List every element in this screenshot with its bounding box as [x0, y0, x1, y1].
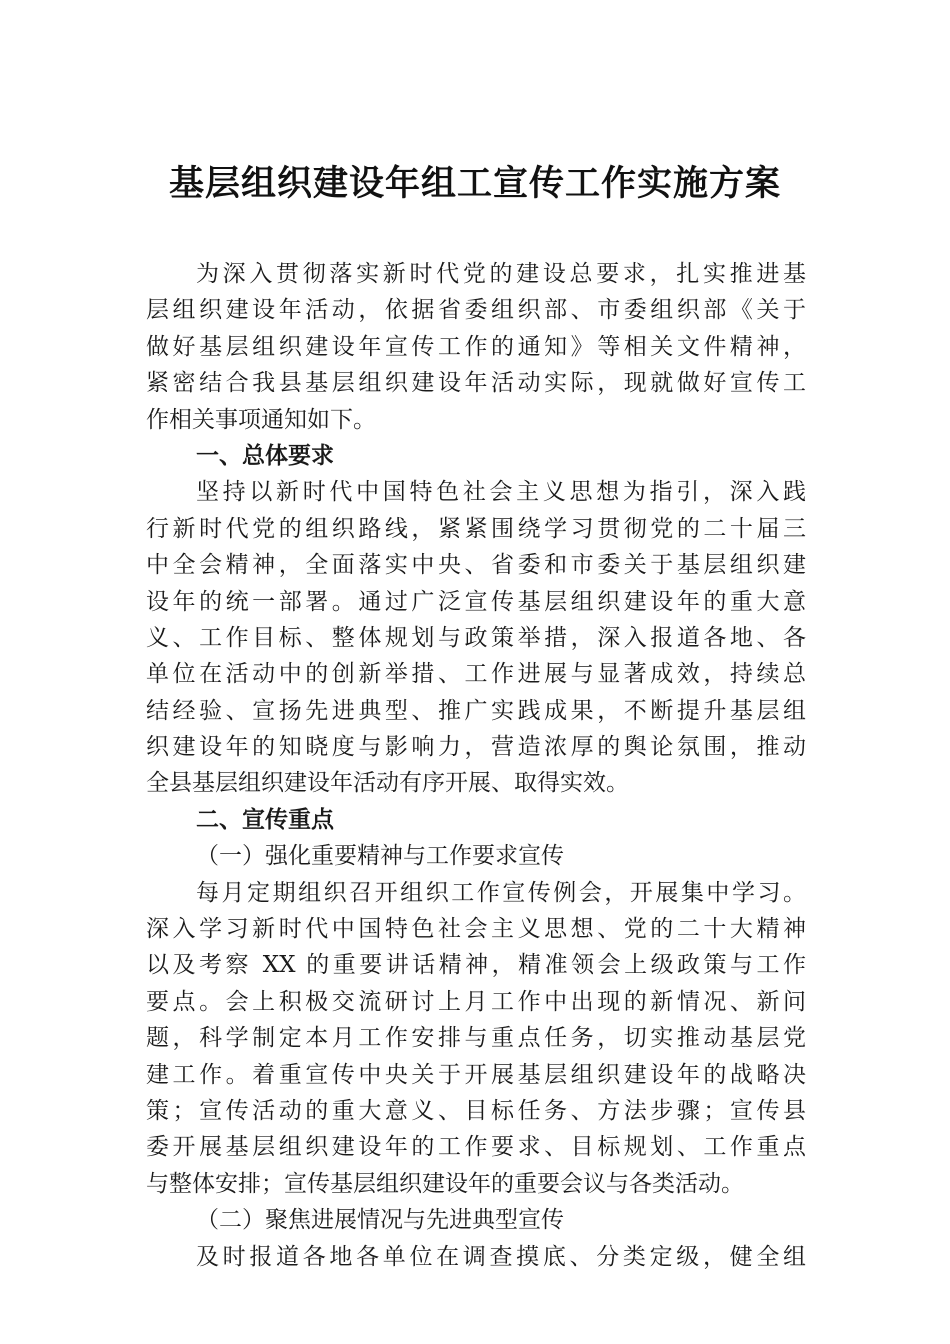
- subsection-1-paragraph-line: 每月定期组织召开组织工作宣传例会，开展集中学习。: [196, 879, 806, 906]
- requirements-paragraph-line: 单位在活动中的创新举措、工作进展与显著成效，持续总: [146, 661, 806, 688]
- requirements-paragraph-line: 结经验、宣扬先进典型、推广实践成果，不断提升基层组: [146, 697, 806, 724]
- subsection-heading-1: （一）强化重要精神与工作要求宣传: [196, 843, 564, 870]
- subsection-1-paragraph-line: 以及考察 XX 的重要讲话精神，精准领会上级政策与工作: [146, 952, 806, 979]
- intro-paragraph-line: 作相关事项通知如下。: [146, 406, 376, 433]
- intro-paragraph-line: 层组织建设年活动，依据省委组织部、市委组织部《关于: [146, 297, 806, 324]
- subsection-2-paragraph-line: 及时报道各地各单位在调查摸底、分类定级，健全组: [196, 1243, 806, 1270]
- requirements-paragraph-line: 全县基层组织建设年活动有序开展、取得实效。: [146, 770, 629, 797]
- subsection-1-paragraph-line: 与整体安排；宣传基层组织建设年的重要会议与各类活动。: [146, 1170, 744, 1197]
- section-heading-publicity-focus: 二、宣传重点: [196, 806, 334, 833]
- intro-paragraph-line: 做好基层组织建设年宣传工作的通知》等相关文件精神，: [146, 333, 806, 360]
- subsection-1-paragraph-line: 深入学习新时代中国特色社会主义思想、党的二十大精神: [146, 916, 806, 943]
- requirements-paragraph-line: 织建设年的知晓度与影响力，营造浓厚的舆论氛围，推动: [146, 734, 806, 761]
- requirements-paragraph-line: 坚持以新时代中国特色社会主义思想为指引，深入践: [196, 479, 806, 506]
- subsection-heading-2: （二）聚焦进展情况与先进典型宣传: [196, 1207, 564, 1234]
- document-body: [146, 256, 806, 1275]
- requirements-paragraph-line: 中全会精神，全面落实中央、省委和市委关于基层组织建: [146, 552, 806, 579]
- intro-paragraph-line: 紧密结合我县基层组织建设年活动实际，现就做好宣传工: [146, 370, 806, 397]
- intro-paragraph-line: 为深入贯彻落实新时代党的建设总要求，扎实推进基: [196, 261, 806, 287]
- document-title: 基层组织建设年组工宣传工作实施方案: [168, 163, 781, 204]
- requirements-paragraph-line: 行新时代党的组织路线，紧紧围绕学习贯彻党的二十届三: [146, 515, 806, 542]
- subsection-1-paragraph-line: 建工作。着重宣传中央关于开展基层组织建设年的战略决: [146, 1061, 806, 1088]
- subsection-1-paragraph-line: 题，科学制定本月工作安排与重点任务，切实推动基层党: [146, 1025, 806, 1052]
- subsection-1-paragraph-line: 委开展基层组织建设年的工作要求、目标规划、工作重点: [146, 1134, 806, 1161]
- subsection-1-paragraph-line: 要点。会上积极交流研讨上月工作中出现的新情况、新问: [146, 988, 806, 1015]
- subsection-1-paragraph-line: 策；宣传活动的重大意义、目标任务、方法步骤；宣传县: [146, 1097, 806, 1124]
- requirements-paragraph-line: 设年的统一部署。通过广泛宣传基层组织建设年的重大意: [146, 588, 806, 615]
- requirements-paragraph-line: 义、工作目标、整体规划与政策举措，深入报道各地、各: [146, 624, 806, 651]
- section-heading-overall-requirements: 一、总体要求: [196, 442, 334, 469]
